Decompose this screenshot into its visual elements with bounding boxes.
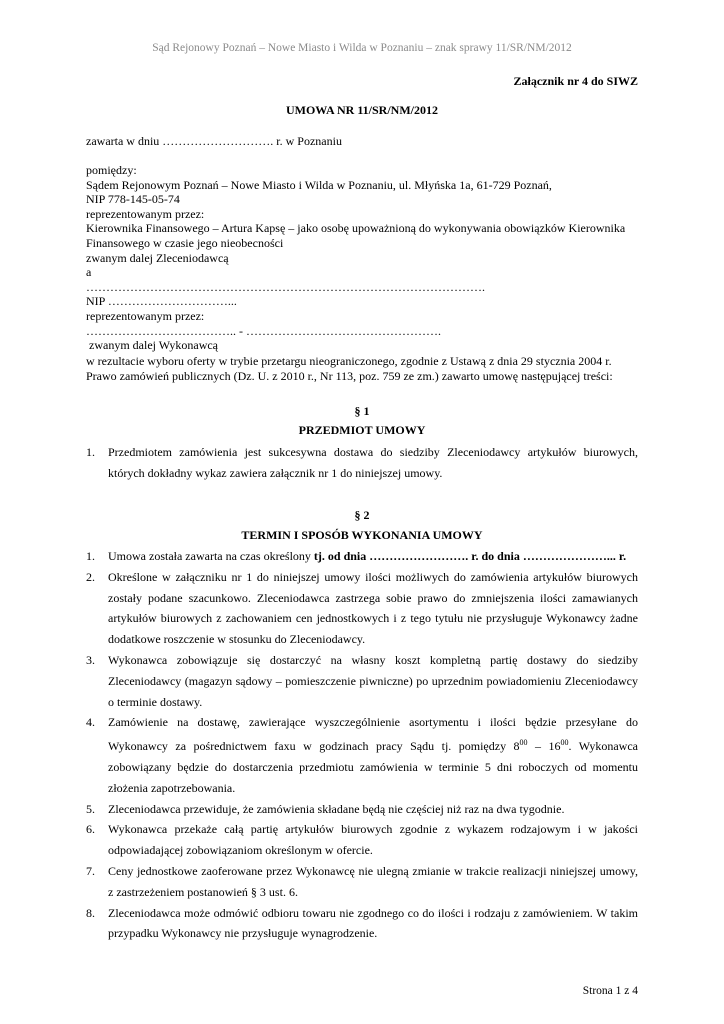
parties-line: a (86, 265, 92, 280)
item-number: 6. (86, 822, 95, 837)
page-header: Sąd Rejonowy Poznań – Nowe Miasto i Wilda w Poznaniu – znak sprawy 11/SR/NM/2012 (152, 42, 572, 54)
item-text-plain: Umowa została zawarta na czas określony (108, 549, 314, 563)
parties-block (86, 163, 638, 353)
parties-line: reprezentowanym przez: (86, 206, 205, 221)
item-text-part: – 16 (527, 739, 561, 754)
contract-title: UMOWA NR 11/SR/NM/2012 (285, 103, 438, 117)
item-number: 1. (86, 549, 95, 563)
item-text: Wykonawca przekaże całą partię artykułów biurowych zgodnie z wykazem rodzajowym i w jakości odpowiadającej zobowiązaniom określonym w ofercie. (108, 822, 638, 858)
list-item (86, 442, 638, 484)
item-number: 2. (86, 569, 95, 584)
list-item (86, 567, 638, 650)
item-number: 1. (86, 445, 95, 459)
list-item (86, 861, 638, 903)
list-item (86, 903, 638, 945)
result-line: Prawo zamówień publicznych (Dz. U. z 2010 r., Nr 113, poz. 759 ze zm.) zawarto umowę następującej treści: (86, 368, 613, 383)
parties-line: zwanym dalej Zleceniodawcą (86, 250, 229, 265)
parties-line: ………………………………………………………………………………………. (86, 279, 485, 294)
parties-line: ……………………………….. - …………………………………………. (86, 323, 441, 338)
item-text (108, 712, 638, 798)
item-number: 7. (86, 863, 95, 878)
list-item (86, 819, 638, 861)
item-text: Ceny jednostkowe zaoferowane przez Wykonawcę nie ulegną zmianie w trakcie realizacji niniejszej umowy, z zastrzeżeniem postanowień § 3 ust. 6. (108, 863, 638, 899)
item-number: 4. (86, 715, 95, 730)
item-text: Określone w załączniku nr 1 do niniejszej umowy ilości możliwych do zamówienia artykułów biurowych zostały podane szacunkowo. Zleceniodawca zastrzega sobie prawo do zmniejszenia ilości zamawianych artykułów biurowych z zachowaniem cen jednostkowych i z tego tytułu nie przysługuje Wykonawcy żadne dodatkowe roszczenie w stosunku do Zleceniodawcy. (108, 569, 638, 647)
list-item (86, 799, 638, 820)
section1-number: § 1 (354, 404, 370, 418)
parties-line: Finansowego w czasie jego nieobecności (86, 235, 284, 250)
parties-line: reprezentowanym przez: (86, 308, 205, 323)
section2-list (86, 546, 638, 944)
time-superscript: 00 (560, 738, 569, 748)
section1-list (86, 442, 638, 484)
item-number: 3. (86, 652, 95, 667)
item-text: Przedmiotem zamówienia jest sukcesywna dostawa do siedziby Zleceniodawcy artykułów biurowych, których dokładny wykaz zawiera załącznik nr 1 do niniejszej umowy. (108, 445, 638, 480)
item-text: Wykonawca zobowiązuje się dostarczyć na własny koszt kompletną partię dostawy do siedziby Zleceniodawcy (magazyn sądowy – pomieszczenie piwniczne) po uprzednim powiadomieniu Zleceniodawcy o terminie dostawy. (108, 652, 638, 709)
section2-number: § 2 (354, 508, 370, 522)
item-text-part: Zamówienie na dostawę, zawierające wyszczególnienie asortymentu i ilości będzie przesyłane do Wykonawcy za pośrednictwem faxu w godzinach pracy Sądu tj. pomiędzy 8 (108, 715, 638, 754)
list-item (86, 712, 638, 798)
parties-line: NIP 778-145-05-74 (86, 192, 180, 207)
result-line: w rezultacie wyboru oferty w trybie przetargu nieograniczonego, zgodnie z Ustawą z dnia 29 stycznia 2004 r. (86, 354, 612, 368)
item-text: Zleceniodawca może odmówić odbioru towaru nie zgodnego co do ilości i rodzaju z zamówieniem. W takim przypadku Wykonawcy nie przysługuje wynagrodzenie. (108, 905, 638, 941)
parties-line: zwanym dalej Wykonawcą (86, 338, 219, 353)
item-text (108, 546, 638, 567)
page-number: Strona 1 z 4 (582, 985, 638, 997)
item-text-bold: tj. od dnia ……………………. r. do dnia …………………... r. (313, 549, 627, 563)
section2-heading: TERMIN I SPOSÓB WYKONANIA UMOWY (241, 528, 483, 542)
parties-line: Sądem Rejonowym Poznań – Nowe Miasto i Wilda w Poznaniu, ul. Młyńska 1a, 61-729 Poznań, (86, 177, 552, 192)
item-number: 8. (86, 905, 95, 920)
item-text: Zleceniodawca przewiduje, że zamówienia składane będą nie częściej niż raz na dwa tygodnie. (108, 801, 565, 816)
annex-label: Załącznik nr 4 do SIWZ (513, 74, 638, 88)
item-number: 5. (86, 801, 95, 816)
parties-line: NIP …………………………... (86, 294, 237, 309)
result-paragraph (86, 354, 638, 383)
list-item (86, 546, 638, 567)
item-text-part: . Wykonawca zobowiązany będzie do dostarczenia przedmiotu zamówienia w terminie 5 dni roboczych od momentu złożenia zapotrzebowania. (108, 739, 639, 795)
date-line: zawarta w dniu ………………………. r. w Poznaniu (86, 134, 342, 148)
intro-date (86, 134, 638, 149)
parties-line: Kierownika Finansowego – Artura Kapsę – jako osobę upoważnioną do wykonywania obowiązków Kierownika (86, 221, 626, 236)
time-superscript: 00 (519, 738, 528, 748)
list-item (86, 650, 638, 712)
parties-line: pomiędzy: (86, 163, 137, 177)
section1-heading: PRZEDMIOT UMOWY (298, 423, 426, 437)
